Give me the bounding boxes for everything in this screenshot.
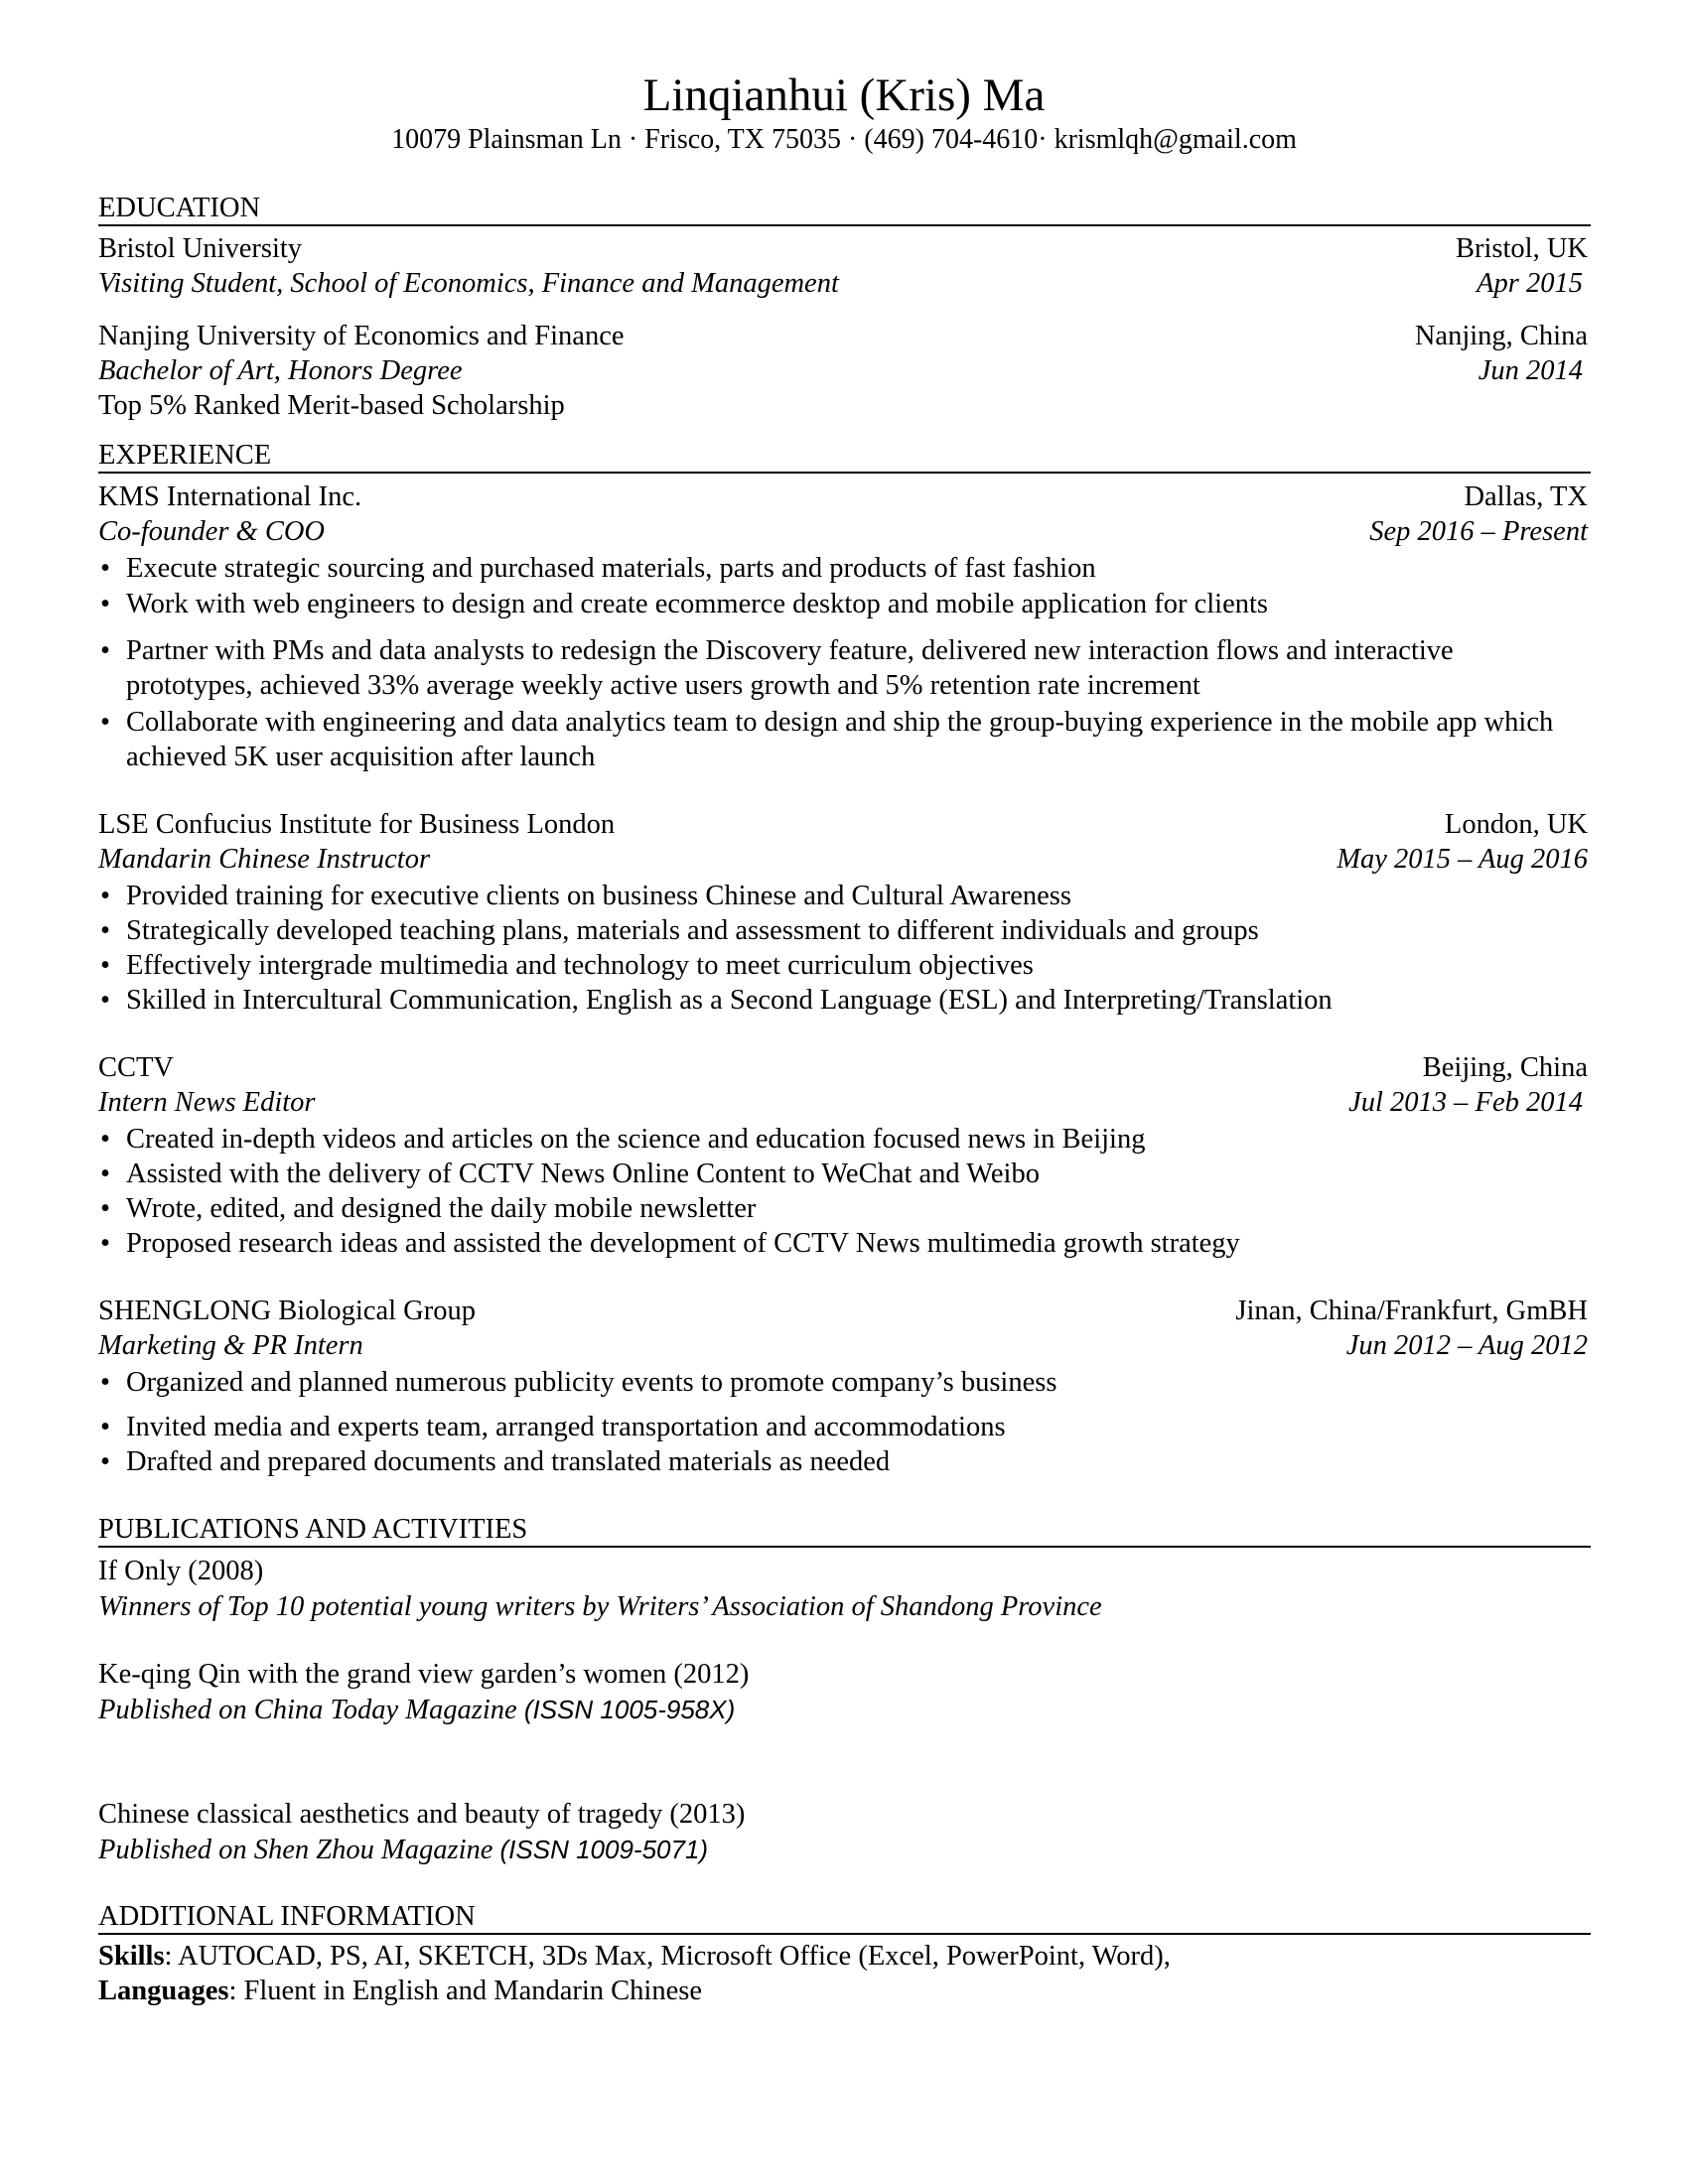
company-name: KMS International Inc. — [98, 481, 362, 512]
section-heading-experience: EXPERIENCE — [98, 439, 1591, 474]
bullet-text: Effectively intergrade multimedia and technology to meet curriculum objectives — [126, 950, 1034, 981]
job-header — [98, 480, 1588, 514]
job-subheader — [98, 843, 1588, 877]
job-subheader — [98, 1086, 1588, 1120]
bullet-text: Invited media and experts team, arranged transportation and accommodations — [126, 1412, 1006, 1442]
bullet: • — [100, 1159, 110, 1189]
bullet: • — [100, 1367, 110, 1398]
bullet-text: Strategically developed teaching plans, materials and assessment to different individuals and groups — [126, 915, 1259, 946]
school-location: Nanjing, China — [1414, 321, 1588, 351]
publication-title: If Only (2008) — [98, 1556, 264, 1586]
education-entry-subheader — [98, 354, 1588, 388]
job-title: Intern News Editor — [98, 1087, 316, 1118]
job-title: Marketing & PR Intern — [98, 1330, 363, 1361]
bullet: • — [100, 950, 110, 981]
education-note: Top 5% Ranked Merit-based Scholarship — [98, 390, 565, 421]
publication-detail-text: Winners of Top 10 potential young writers by Writers’ Association of Shandong Province — [98, 1591, 1102, 1622]
bullet: • — [100, 1193, 110, 1224]
job-title: Co-founder & COO — [98, 516, 325, 547]
bullet-text: Proposed research ideas and assisted the development of CCTV News multimedia growth strategy — [126, 1228, 1240, 1259]
company-name: LSE Confucius Institute for Business London — [98, 809, 616, 840]
job-location: Beijing, China — [1422, 1052, 1588, 1083]
school-location: Bristol, UK — [1455, 233, 1588, 264]
job-subheader — [98, 1329, 1588, 1363]
education-date: Jun 2014 — [1477, 355, 1583, 386]
bullet-text: Partner with PMs and data analysts to redesign the Discovery feature, delivered new interaction flows and interactive prototypes, achieved 33% average weekly active users growth and 5% retention rate increment — [126, 635, 1454, 701]
section-heading-additional: ADDITIONAL INFORMATION — [98, 1900, 1591, 1935]
bullet: • — [100, 915, 110, 946]
job-header — [98, 808, 1588, 842]
publication-issn: (ISSN 1005-958X) — [523, 1695, 736, 1724]
bullet-text: Provided training for executive clients on business Chinese and Cultural Awareness — [126, 881, 1071, 911]
skills-label: Skills — [98, 1941, 165, 1972]
bullet: • — [100, 553, 110, 584]
job-header — [98, 1295, 1588, 1328]
bullet: • — [100, 635, 110, 666]
publication-detail — [98, 1693, 1588, 1727]
education-entry-header — [98, 232, 1588, 266]
bullet: • — [100, 1124, 110, 1155]
publication-detail-text: Published on Shen Zhou Magazine — [98, 1835, 500, 1865]
job-date: Jul 2013 – Feb 2014 — [1348, 1087, 1583, 1118]
degree: Bachelor of Art, Honors Degree — [98, 355, 463, 386]
publication-detail-text: Published on China Today Magazine — [98, 1695, 524, 1725]
company-name: SHENGLONG Biological Group — [98, 1296, 476, 1326]
bullet-text: Work with web engineers to design and create ecommerce desktop and mobile application for clients — [126, 589, 1268, 619]
skills-line — [98, 1940, 1588, 1974]
education-entry-subheader — [98, 267, 1588, 301]
school-name: Bristol University — [98, 233, 303, 264]
company-name: CCTV — [98, 1052, 175, 1083]
job-location: London, UK — [1444, 809, 1588, 840]
education-date: Apr 2015 — [1477, 268, 1583, 299]
contact-line: 10079 Plainsman Ln · Frisco, TX 75035 · (469) 704-4610· krismlqh@gmail.com — [391, 124, 1297, 155]
bullet: • — [100, 589, 110, 619]
job-location: Dallas, TX — [1464, 481, 1588, 512]
bullet-text: Execute strategic sourcing and purchased materials, parts and products of fast fashion — [126, 553, 1096, 584]
job-date: May 2015 – Aug 2016 — [1336, 844, 1588, 875]
publication-title: Ke-qing Qin with the grand view garden’s women (2012) — [98, 1659, 750, 1690]
job-date: Sep 2016 – Present — [1369, 516, 1588, 547]
publication-title: Chinese classical aesthetics and beauty of tragedy (2013) — [98, 1799, 746, 1830]
job-title: Mandarin Chinese Instructor — [98, 844, 431, 875]
languages-label: Languages — [98, 1976, 229, 2006]
bullet: • — [100, 1228, 110, 1259]
job-date: Jun 2012 – Aug 2012 — [1345, 1330, 1588, 1361]
publication-detail — [98, 1833, 1588, 1867]
candidate-name: Linqianhui (Kris) Ma — [642, 69, 1046, 121]
bullet: • — [100, 985, 110, 1016]
bullet-text: Wrote, edited, and designed the daily mobile newsletter — [126, 1193, 757, 1224]
job-header — [98, 1051, 1588, 1085]
bullet: • — [100, 1412, 110, 1442]
publication-detail — [98, 1590, 1588, 1624]
bullet-text: Assisted with the delivery of CCTV News Online Content to WeChat and Weibo — [126, 1159, 1040, 1189]
bullet: • — [100, 1446, 110, 1477]
bullet-text: Created in-depth videos and articles on the science and education focused news in Beijing — [126, 1124, 1146, 1155]
bullet-text: Skilled in Intercultural Communication, English as a Second Language (ESL) and Interpreting/Translation — [126, 985, 1333, 1016]
bullet-text: Drafted and prepared documents and translated materials as needed — [126, 1446, 891, 1477]
job-subheader — [98, 515, 1588, 549]
bullet: • — [100, 707, 110, 738]
publication-issn: (ISSN 1009-5071) — [499, 1835, 709, 1864]
bullet-text: Organized and planned numerous publicity events to promote company’s business — [126, 1367, 1057, 1398]
degree: Visiting Student, School of Economics, Finance and Management — [98, 268, 839, 299]
section-heading-publications: PUBLICATIONS AND ACTIVITIES — [98, 1513, 1591, 1548]
bullet: • — [100, 881, 110, 911]
languages-value: : Fluent in English and Mandarin Chinese — [228, 1976, 702, 2006]
job-location: Jinan, China/Frankfurt, GmBH — [1235, 1296, 1588, 1326]
bullet-text: Collaborate with engineering and data analytics team to design and ship the group-buying experience in the mobile app which achieved 5K user acquisition after launch — [126, 707, 1554, 772]
section-heading-education: EDUCATION — [98, 192, 1591, 226]
school-name: Nanjing University of Economics and Finance — [98, 321, 625, 351]
skills-value: : AUTOCAD, PS, AI, SKETCH, 3Ds Max, Microsoft Office (Excel, PowerPoint, Word), — [164, 1941, 1171, 1972]
languages-line — [98, 1975, 1588, 2008]
education-entry-header — [98, 320, 1588, 353]
